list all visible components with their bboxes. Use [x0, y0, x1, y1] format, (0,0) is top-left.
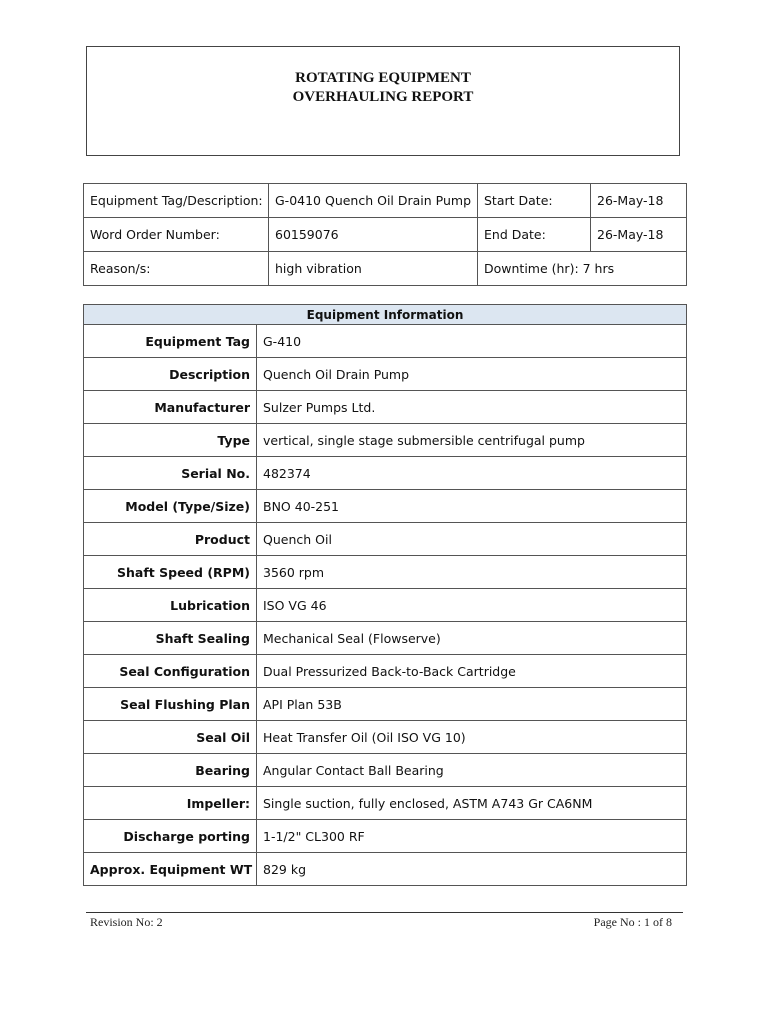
section-header-row: [84, 305, 687, 325]
field-label: Impeller:: [84, 787, 257, 820]
header-value: 26-May-18: [591, 218, 687, 252]
table-row: [84, 622, 687, 655]
table-row: [84, 523, 687, 556]
field-label: Serial No.: [84, 457, 257, 490]
table-row: [84, 655, 687, 688]
table-row: [84, 556, 687, 589]
table-row: [84, 853, 687, 886]
field-label: Manufacturer: [84, 391, 257, 424]
revision-number: Revision No: 2: [90, 915, 163, 929]
header-label: Reason/s:: [84, 252, 269, 286]
header-value: high vibration: [269, 252, 478, 286]
table-row: [84, 325, 687, 358]
field-label: Product: [84, 523, 257, 556]
header-row: [84, 218, 687, 252]
field-value: Quench Oil Drain Pump: [257, 358, 687, 391]
table-row: [84, 589, 687, 622]
equipment-information-table: [83, 304, 687, 886]
field-value: 829 kg: [257, 853, 687, 886]
table-row: [84, 457, 687, 490]
report-title-line-2: OVERHAULING REPORT: [292, 89, 474, 105]
header-label: Start Date:: [478, 184, 591, 218]
table-row: [84, 820, 687, 853]
field-value: Single suction, fully enclosed, ASTM A743 Gr CA6NM: [257, 787, 687, 820]
report-title-box: [86, 46, 680, 156]
table-row: [84, 787, 687, 820]
field-label: Bearing: [84, 754, 257, 787]
footer-divider: [86, 912, 683, 913]
table-row: [84, 358, 687, 391]
field-value: Quench Oil: [257, 523, 687, 556]
header-value: 60159076: [269, 218, 478, 252]
page-number: Page No : 1 of 8: [593, 915, 672, 929]
table-row: [84, 391, 687, 424]
field-value: Sulzer Pumps Ltd.: [257, 391, 687, 424]
field-value: Heat Transfer Oil (Oil ISO VG 10): [257, 721, 687, 754]
header-label: Word Order Number:: [84, 218, 269, 252]
work-order-header-table: [83, 183, 687, 286]
field-label: Discharge porting: [84, 820, 257, 853]
table-row: [84, 688, 687, 721]
field-label: Lubrication: [84, 589, 257, 622]
field-label: Shaft Sealing: [84, 622, 257, 655]
field-label: Seal Flushing Plan: [84, 688, 257, 721]
field-value: 1-1/2" CL300 RF: [257, 820, 687, 853]
header-downtime: Downtime (hr): 7 hrs: [478, 252, 687, 286]
field-label: Model (Type/Size): [84, 490, 257, 523]
field-label: Description: [84, 358, 257, 391]
field-value: G-410: [257, 325, 687, 358]
field-value: Angular Contact Ball Bearing: [257, 754, 687, 787]
field-value: 3560 rpm: [257, 556, 687, 589]
header-label: End Date:: [478, 218, 591, 252]
field-label: Approx. Equipment WT: [84, 853, 257, 886]
field-value: 482374: [257, 457, 687, 490]
table-row: [84, 424, 687, 457]
field-label: Shaft Speed (RPM): [84, 556, 257, 589]
field-value: API Plan 53B: [257, 688, 687, 721]
field-label: Seal Oil: [84, 721, 257, 754]
field-value: ISO VG 46: [257, 589, 687, 622]
header-row: [84, 184, 687, 218]
field-value: BNO 40-251: [257, 490, 687, 523]
field-label: Equipment Tag: [84, 325, 257, 358]
table-row: [84, 754, 687, 787]
table-row: [84, 490, 687, 523]
field-label: Seal Configuration: [84, 655, 257, 688]
field-value: Dual Pressurized Back-to-Back Cartridge: [257, 655, 687, 688]
field-label: Type: [84, 424, 257, 457]
report-title-line-1: ROTATING EQUIPMENT: [295, 70, 471, 86]
header-row: [84, 252, 687, 286]
table-row: [84, 721, 687, 754]
header-label: Equipment Tag/Description:: [84, 184, 269, 218]
header-value: G-0410 Quench Oil Drain Pump: [269, 184, 478, 218]
section-heading: Equipment Information: [84, 305, 687, 325]
header-value: 26-May-18: [591, 184, 687, 218]
field-value: Mechanical Seal (Flowserve): [257, 622, 687, 655]
field-value: vertical, single stage submersible centrifugal pump: [257, 424, 687, 457]
